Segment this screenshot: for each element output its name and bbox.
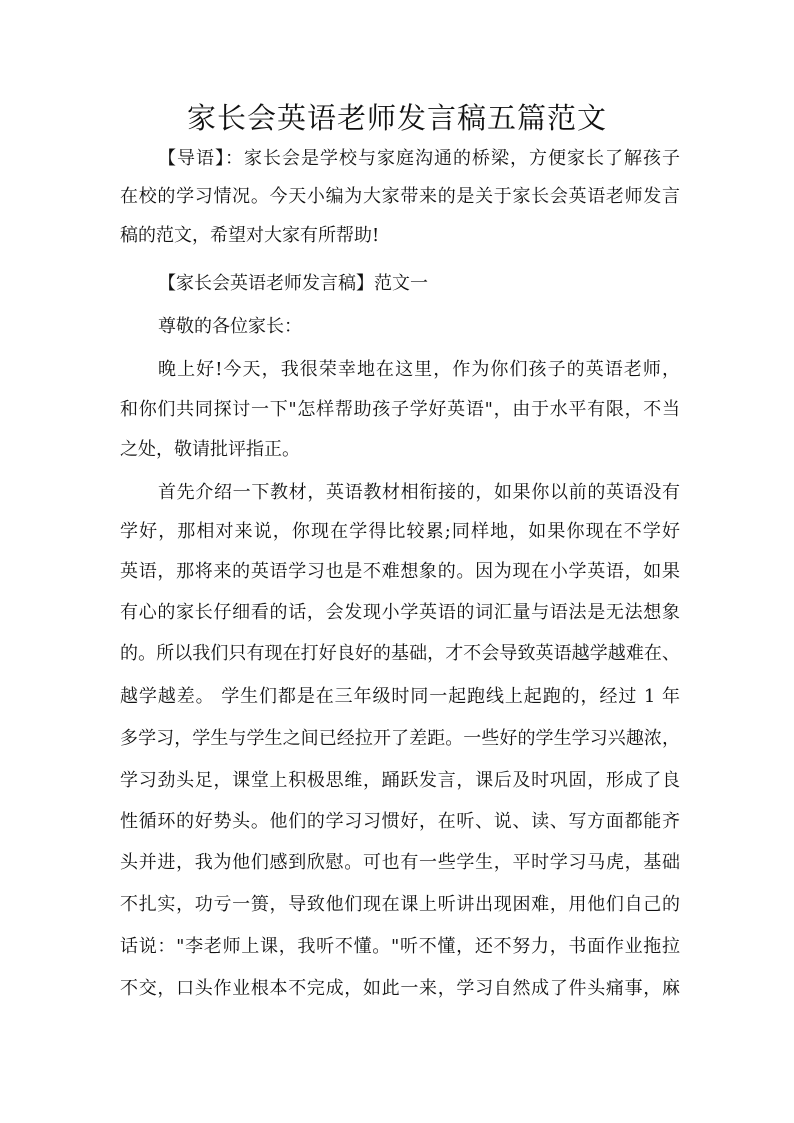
paragraph-1-line-3: 之处，敬请批评指正。	[120, 439, 300, 460]
intro-line-3: 稿的范文，希望对大家有所帮助!	[120, 225, 380, 246]
paragraph-2-line-1: 首先介绍一下教材，英语教材相衔接的，如果你以前的英语没有	[158, 482, 680, 503]
paragraph-2-line-2: 学好，那相对来说，你现在学得比较累;同样地，如果你现在不学好	[120, 521, 680, 542]
paragraph-2-line-9: 性循环的好势头。他们的学习习惯好，在听、说、读、写方面都能齐	[120, 811, 680, 832]
intro-line-2: 在校的学习情况。今天小编为大家带来的是关于家长会英语老师发言	[120, 186, 680, 207]
intro-line-1: 【导语】：家长会是学校与家庭沟通的桥梁，方便家长了解孩子	[158, 148, 680, 169]
paragraph-1-line-1: 晚上好!今天，我很荣幸地在这里，作为你们孩子的英语老师，	[158, 359, 680, 380]
paragraph-2-line-12: 话说："李老师上课，我听不懂。"听不懂，还不努力，书面作业拖拉	[120, 936, 680, 957]
paragraph-2-line-4: 有心的家长仔细看的话，会发现小学英语的词汇量与语法是无法想象	[120, 602, 680, 623]
paragraph-2-line-10: 头并进，我为他们感到欣慰。可也有一些学生，平时学习马虎，基础	[120, 852, 680, 873]
salutation: 尊敬的各位家长：	[158, 316, 302, 337]
paragraph-1-line-2: 和你们共同探讨一下"怎样帮助孩子学好英语"，由于水平有限，不当	[120, 399, 680, 420]
document-title: 家长会英语老师发言稿五篇范文	[186, 101, 607, 135]
paragraph-2-line-13: 不交，口头作业根本不完成，如此一来，学习自然成了件头痛事，麻	[120, 978, 680, 999]
paragraph-2-line-3: 英语，那将来的英语学习也是不难想象的。因为现在小学英语，如果	[120, 561, 680, 582]
paragraph-2-line-11: 不扎实，功亏一篑，导致他们现在课上听讲出现困难，用他们自己的	[120, 894, 680, 915]
paragraph-2-line-6: 越学越差。 学生们都是在三年级时同一起跑线上起跑的，经过 1 年	[120, 686, 680, 707]
section-heading: 【家长会英语老师发言稿】范文一	[158, 273, 428, 294]
paragraph-2-line-8: 学习劲头足，课堂上积极思维，踊跃发言，课后及时巩固，形成了良	[120, 770, 680, 791]
paragraph-2-line-5: 的。所以我们只有现在打好良好的基础，才不会导致英语越学越难在、	[120, 643, 680, 664]
paragraph-2-line-7: 多学习，学生与学生之间已经拉开了差距。一些好的学生学习兴趣浓，	[120, 728, 680, 749]
